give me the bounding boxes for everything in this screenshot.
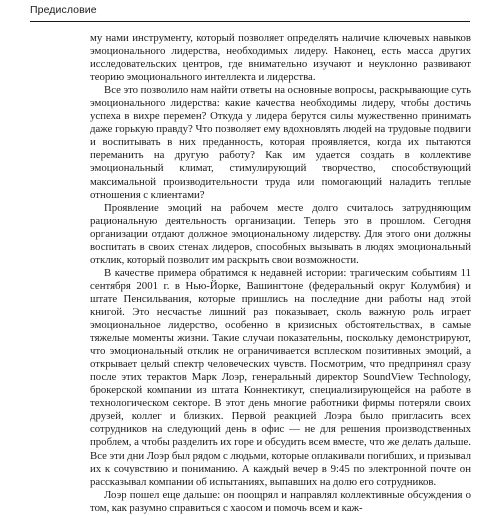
paragraph: Все это позволило нам найти ответы на основные вопросы, раскрывающие суть эмоционального лидерства: какие качества необходимы лидеру, чтобы достичь успеха в вихре перемен? Откуда у лидера берутся силы мужественно принимать даже горькую правду? Что позволяет ему вдохновлять людей на трудовые подвиги и воспитывать в них преданность, которая проявляется, когда их пытаются переманить на другую работу? Как им удается создать в коллективе эмоциональный климат, стимулирующий творчество, способствующий максимальной производительности труда или помогающий наладить теплые отношения с клиентами? bbox=[90, 84, 471, 201]
paragraph: В качестве примера обратимся к недавней истории: трагическим событиям 11 сентября 2001 г. в Нью-Йорке, Вашингтоне (федеральный округ Колумбия) и штате Пенсильвания, которые пришлись на последние дни работы над этой книгой. Это несчастье лишний раз показывает, сколь важную роль играет эмоциональное лидерство, особенно в кризисных обстоятельствах, в самые тяжелые моменты жизни. Такие случаи показательны, поскольку демонстрируют, что эмоциональный отклик не ограничивается всплеском позитивных эмоций, а открывает целый спектр человеческих чувств. Посмотрим, что предпринял сразу после этих терактов Марк Лоэр, генеральный директор SoundView Technology, брокерской компании из штата Коннектикут, специализирующейся на работе в технологическом секторе. В этот день многие работники фирмы потеряли своих друзей, коллег и близких. Первой реакцией Лоэра было пригласить всех сотрудников на следующий день в офис — не для решения производственных проблем, а чтобы разделить их горе и обсудить всем вместе, что же делать дальше. Все эти дни Лоэр был рядом с людьми, которые оплакивали погибших, и призывал их к сочувствию и пониманию. А каждый вечер в 9:45 по электронной почте он рассказывал компании об испытаниях, выпавших на долю его сотрудников. bbox=[90, 266, 471, 488]
paragraph: Проявление эмоций на рабочем месте долго считалось затрудняющим рациональную деятельность организации. Теперь это в прошлом. Сегодня организации отдают должное эмоциональному лидерству. Для этого они должны воспитать в своих стенах лидеров, способных вызывать в людях эмоциональный отклик, который позволит им раскрыть свои возможности. bbox=[90, 201, 471, 266]
running-header bbox=[30, 0, 470, 22]
body-text bbox=[90, 32, 471, 515]
paragraph: Лоэр пошел еще дальше: он поощрял и направлял коллективные обсуждения о том, как разумно справиться с хаосом и помочь всем и каж- bbox=[90, 488, 471, 514]
paragraph: му нами инструменту, который позволяет определять наличие ключевых навыков эмоционального лидерства, необходимых лидеру. Наконец, есть масса других исследовательских центров, где внимательно изучают и неуклонно развивают теорию эмоционального интеллекта и лидерства. bbox=[90, 32, 471, 84]
chapter-title: Предисловие bbox=[30, 4, 97, 16]
